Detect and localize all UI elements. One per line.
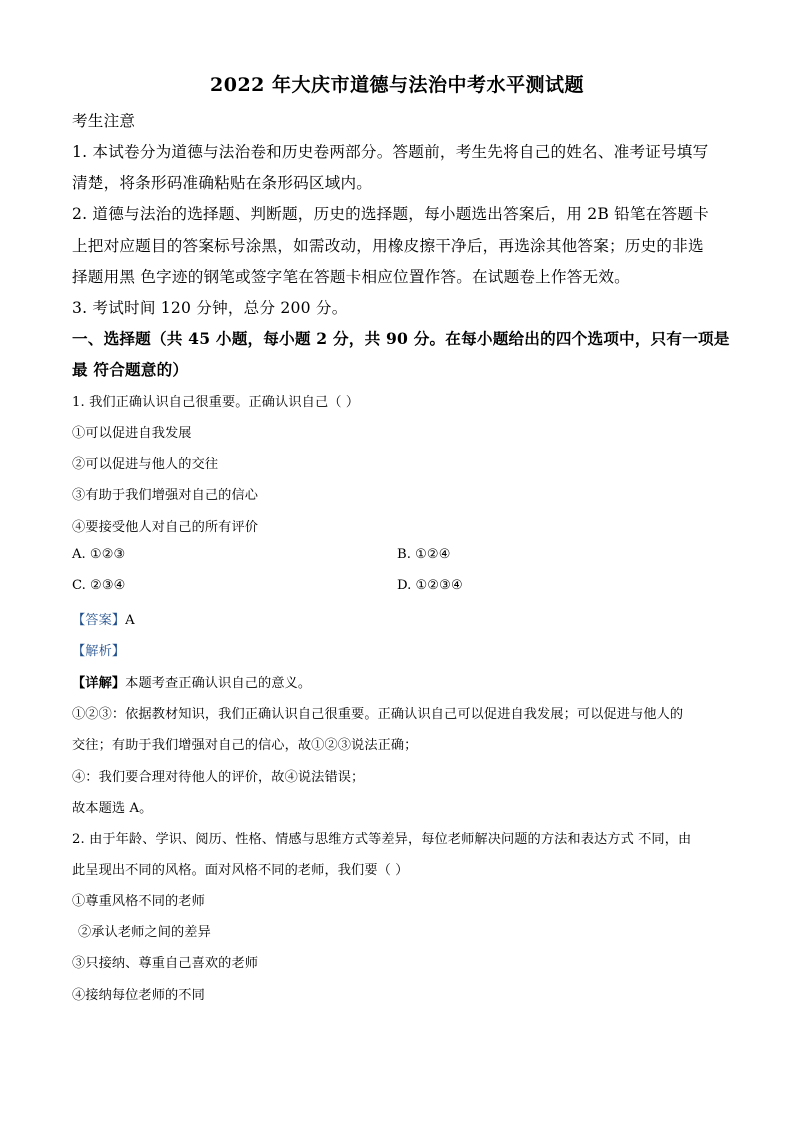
analysis-label: 【解析】 [72, 644, 126, 659]
detail-label: 【详解】 [72, 676, 126, 691]
question-1-explanation-3: ④：我们要合理对待他人的评价，故④说法错误； [72, 770, 365, 785]
question-1-statement-4: ④要接受他人对自己的所有评价 [72, 520, 259, 535]
question-1-option-a: A. ①②③ [72, 547, 126, 562]
question-1-statement-1: ①可以促进自我发展 [72, 426, 192, 441]
question-1-detail [72, 672, 311, 691]
question-2-statement-3: ③只接纳、尊重自己喜欢的老师 [72, 956, 259, 971]
notice-heading: 考生注意 [72, 112, 136, 130]
question-2-statement-2: ②承认老师之间的差异 [78, 925, 211, 940]
question-1-answer [72, 609, 135, 628]
question-1-explanation-4: 故本题选 A。 [72, 801, 153, 816]
question-1-stem: 1. 我们正确认识自己很重要。正确认识自己（ ） [72, 395, 360, 410]
question-1-statement-2: ②可以促进与他人的交往 [72, 457, 219, 472]
section-heading-line-2: 最 符合题意的） [72, 360, 189, 379]
section-heading-line-1: 一、选择题（共 45 小题，每小题 2 分，共 90 分。在每小题给出的四个选项中，只有一项是 [72, 329, 730, 348]
question-1-explanation-1: ①②③：依据教材知识，我们正确认识自己很重要。正确认识自己可以促进自我发展；可以促进与他人的 [72, 707, 684, 722]
answer-value: A [125, 613, 135, 628]
question-2-stem-line-1: 2. 由于年龄、学识、阅历、性格、情感与思维方式等差异，每位老师解决问题的方法和表达方式 不同，由 [72, 832, 692, 847]
question-1-option-b: B. ①②④ [397, 547, 451, 562]
page-title: 2022 年大庆市道德与法治中考水平测试题 [210, 74, 584, 96]
notice-line-5: 择题用黑 色字迹的钢笔或签字笔在答题卡相应位置作答。在试题卷上作答无效。 [72, 268, 630, 286]
question-1-option-c: C. ②③④ [72, 578, 126, 593]
question-1-option-d: D. ①②③④ [397, 578, 463, 593]
question-1-analysis [72, 640, 125, 659]
answer-label: 【答案】 [72, 613, 126, 628]
notice-line-4: 上把对应题目的答案标号涂黑，如需改动，用橡皮擦干净后，再选涂其他答案；历史的非选 [72, 237, 704, 255]
notice-line-6: 3. 考试时间 120 分钟，总分 200 分。 [72, 299, 348, 317]
question-2-statement-4: ④接纳每位老师的不同 [72, 988, 205, 1003]
detail-text: 本题考查正确认识自己的意义。 [125, 676, 312, 691]
question-2-stem-line-2: 此呈现出不同的风格。面对风格不同的老师，我们要（ ） [72, 863, 409, 878]
question-2-statement-1: ①尊重风格不同的老师 [72, 894, 205, 909]
notice-line-2: 清楚，将条形码准确粘贴在条形码区域内。 [72, 174, 373, 192]
question-1-statement-3: ③有助于我们增强对自己的信心 [72, 488, 259, 503]
question-1-explanation-2: 交往；有助于我们增强对自己的信心，故①②③说法正确； [72, 738, 418, 753]
notice-line-3: 2. 道德与法治的选择题、判断题，历史的选择题，每小题选出答案后，用 2B 铅笔在答题卡 [72, 205, 709, 223]
notice-line-1: 1. 本试卷分为道德与法治卷和历史卷两部分。答题前，考生先将自己的姓名、准考证号填写 [72, 143, 709, 161]
